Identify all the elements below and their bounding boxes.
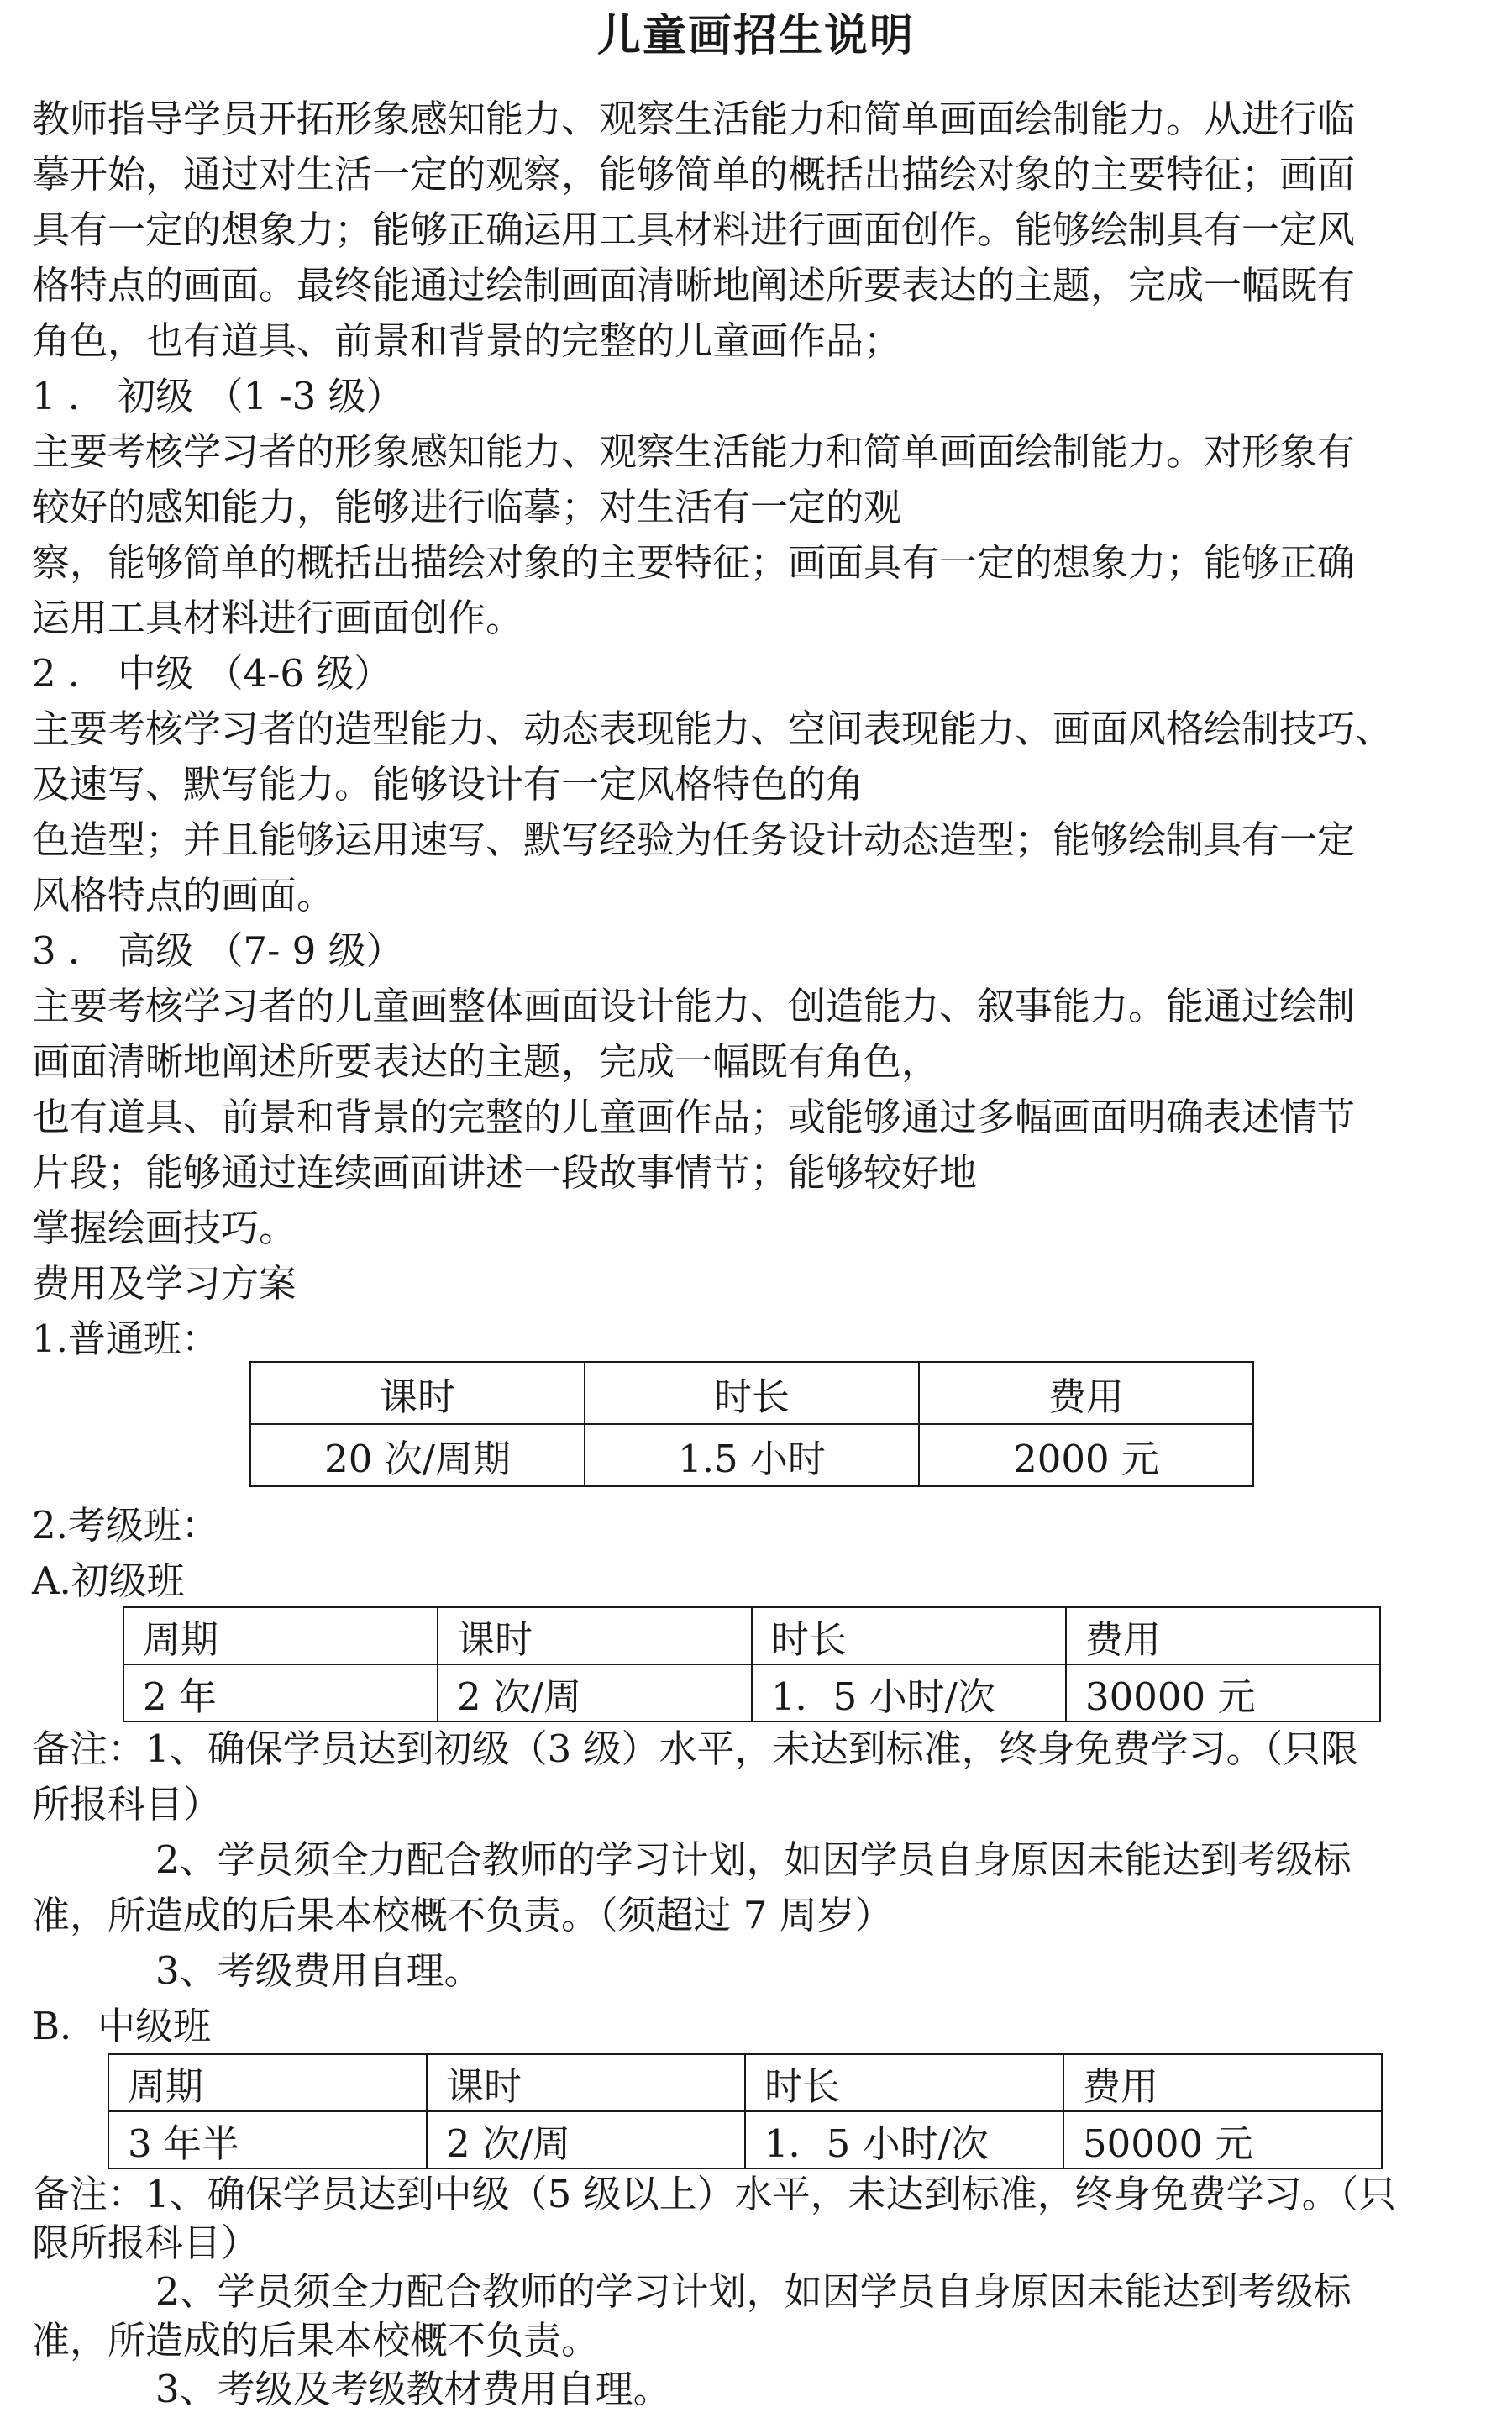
level2-line: 及速写、默写能力。能够设计有一定风格特色的角 xyxy=(32,762,864,807)
table-row xyxy=(108,2111,1382,2168)
level1-heading: 1 ． 初级 （1 -3 级） xyxy=(32,374,404,418)
table-header-row xyxy=(123,1607,1380,1664)
table-cell: 2 年 xyxy=(123,1664,438,1721)
class-b-note: 准，所造成的后果本校概不负责。 xyxy=(32,2318,600,2363)
table-row xyxy=(250,1424,1253,1486)
level2-line: 主要考核学习者的造型能力、动态表现能力、空间表现能力、画面风格绘制技巧、 xyxy=(32,707,1394,751)
level2-heading: 2 ． 中级 （4-6 级） xyxy=(32,651,392,696)
level3-line: 掌握绘画技巧。 xyxy=(32,1206,297,1250)
level3-line: 画面清晰地阐述所要表达的主题，完成一幅既有角色， xyxy=(32,1039,940,1084)
table-header-cell: 周期 xyxy=(108,2054,427,2111)
table-cell: 50000 元 xyxy=(1063,2111,1382,2168)
table-cell: 2 次/周 xyxy=(427,2111,745,2168)
intro-line: 摹开始，通过对生活一定的观察，能够简单的概括出描绘对象的主要特征；画面 xyxy=(32,152,1356,197)
table-header-cell: 课时 xyxy=(438,1607,752,1664)
table-header-cell: 周期 xyxy=(123,1607,438,1664)
class-b-table xyxy=(108,2053,1383,2169)
table-header-row xyxy=(250,1362,1253,1424)
level2-line: 色造型；并且能够运用速写、默写经验为任务设计动态造型；能够绘制具有一定 xyxy=(32,817,1356,862)
intro-line: 格特点的画面。最终能通过绘制画面清晰地阐述所要表达的主题，完成一幅既有 xyxy=(32,263,1356,307)
level2-line: 风格特点的画面。 xyxy=(32,873,335,917)
table-cell: 30000 元 xyxy=(1066,1664,1380,1721)
class-a-note: 准，所造成的后果本校概不负责。（须超过 7 周岁） xyxy=(32,1893,893,1937)
level3-heading: 3 ． 高级 （7- 9 级） xyxy=(32,928,404,973)
table-header-cell: 费用 xyxy=(919,1362,1253,1424)
class-b-note: 限所报科目） xyxy=(32,2221,260,2265)
regular-class-heading: 1.普通班： xyxy=(32,1317,219,1361)
class-a-table xyxy=(123,1606,1381,1722)
level1-line: 主要考核学习者的形象感知能力、观察生活能力和简单画面绘制能力。对形象有 xyxy=(32,429,1356,474)
intro-line: 角色，也有道具、前景和背景的完整的儿童画作品； xyxy=(32,318,902,363)
intro-line: 具有一定的想象力；能够正确运用工具材料进行画面创作。能够绘制具有一定风 xyxy=(32,208,1356,252)
table-header-cell: 时长 xyxy=(752,1607,1066,1664)
table-cell: 1.5 小时 xyxy=(585,1424,919,1486)
table-cell: 2 次/周 xyxy=(438,1664,752,1721)
class-a-note: 备注：1、确保学员达到初级（3 级）水平，未达到标准，终身免费学习。（只限 xyxy=(32,1727,1359,1771)
table-cell: 2000 元 xyxy=(919,1424,1253,1486)
level1-line: 察，能够简单的概括出描绘对象的主要特征；画面具有一定的想象力；能够正确 xyxy=(32,540,1356,585)
table-header-cell: 课时 xyxy=(427,2054,745,2111)
class-a-note: 2、学员须全力配合教师的学习计划，如因学员自身原因未能达到考级标 xyxy=(155,1837,1352,1882)
class-a-heading: A.初级班 xyxy=(32,1558,185,1603)
table-cell: 1．5 小时/次 xyxy=(752,1664,1066,1721)
level1-line: 运用工具材料进行画面创作。 xyxy=(32,596,524,640)
class-b-note: 3、考级及考级教材费用自理。 xyxy=(155,2367,671,2411)
regular-class-table xyxy=(249,1361,1254,1487)
table-header-cell: 时长 xyxy=(585,1362,919,1424)
table-cell: 3 年半 xyxy=(108,2111,427,2168)
class-a-note: 3、考级费用自理。 xyxy=(155,1948,482,1993)
level3-line: 也有道具、前景和背景的完整的儿童画作品；或能够通过多幅画面明确表述情节 xyxy=(32,1095,1356,1139)
class-b-note: 2、学员须全力配合教师的学习计划，如因学员自身原因未能达到考级标 xyxy=(155,2269,1352,2314)
fees-heading: 费用及学习方案 xyxy=(32,1261,297,1306)
table-header-cell: 时长 xyxy=(745,2054,1063,2111)
level1-line: 较好的感知能力，能够进行临摹；对生活有一定的观 xyxy=(32,485,902,529)
class-b-note: 备注：1、确保学员达到中级（5 级以上）水平，未达到标准，终身免费学习。（只 xyxy=(32,2172,1397,2216)
page-title: 儿童画招生说明 xyxy=(596,10,915,61)
table-header-cell: 课时 xyxy=(250,1362,585,1424)
table-header-cell: 费用 xyxy=(1066,1607,1380,1664)
table-cell: 20 次/周期 xyxy=(250,1424,585,1486)
level3-line: 主要考核学习者的儿童画整体画面设计能力、创造能力、叙事能力。能通过绘制 xyxy=(32,984,1356,1028)
table-header-row xyxy=(108,2054,1382,2111)
table-cell: 1．5 小时/次 xyxy=(745,2111,1063,2168)
class-b-heading: B．中级班 xyxy=(32,2004,212,2048)
class-a-note: 所报科目） xyxy=(32,1782,222,1826)
exam-class-heading: 2.考级班： xyxy=(32,1503,219,1548)
table-header-cell: 费用 xyxy=(1063,2054,1382,2111)
level3-line: 片段；能够通过连续画面讲述一段故事情节；能够较好地 xyxy=(32,1150,978,1195)
table-row xyxy=(123,1664,1380,1721)
intro-line: 教师指导学员开拓形象感知能力、观察生活能力和简单画面绘制能力。从进行临 xyxy=(32,97,1356,141)
